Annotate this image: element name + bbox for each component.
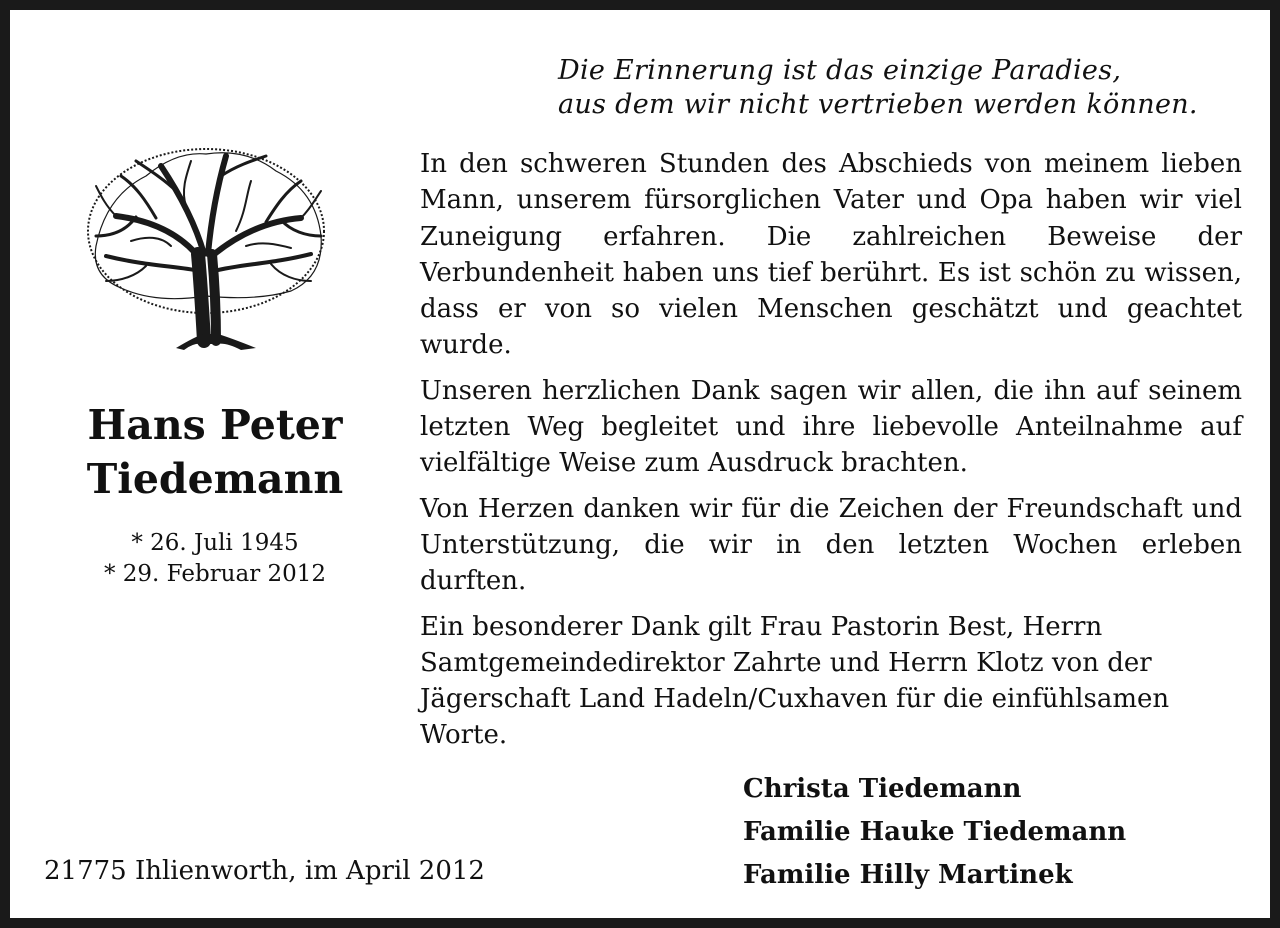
- name-last: Tiedemann: [86, 455, 344, 503]
- motto-quote: [558, 54, 1248, 122]
- paragraph-4: Ein besonderer Dank gilt Frau Pastorin Best, Herrn Samtgemeindedirektor Zahrte und Herrn Klotz von der Jägerschaft Land Hadeln/Cuxhaven für die einfühlsamen Worte.: [420, 611, 1170, 751]
- motto-line-1: Die Erinnerung ist das einzige Paradies,: [558, 55, 1122, 86]
- life-dates: [30, 528, 400, 590]
- thank-you-text: [420, 146, 1242, 763]
- paragraph-3: Von Herzen danken wir für die Zeichen der Freundschaft und Unterstützung, die wir in den letzten Wochen erleben durften.: [420, 493, 1242, 597]
- place-and-date: 21775 Ihlienworth, im April 2012: [44, 856, 485, 886]
- signer-1: Christa Tiedemann: [743, 774, 1022, 804]
- paragraph-1: In den schweren Stunden des Abschieds von meinem lieben Mann, unserem fürsorglichen Vater und Opa haben wir viel Zuneigung erfahren. Die zahlreichen Beweise der Verbundenheit haben uns tief berührt. Es ist schön zu wissen, dass er von so vielen Menschen geschätzt und geachtet wurde.: [420, 149, 1242, 361]
- name-first: Hans Peter: [87, 401, 343, 449]
- signers: [743, 768, 1223, 897]
- paragraph-2: Unseren herzlichen Dank sagen wir allen, die ihn auf seinem letzten Weg begleitet und ihre liebevolle Anteilnahme auf vielfältige Weise zum Ausdruck brachten.: [420, 375, 1242, 479]
- signer-2: Familie Hauke Tiedemann: [743, 817, 1127, 847]
- signer-3: Familie Hilly Martinek: [743, 860, 1073, 890]
- deceased-name: [30, 398, 400, 506]
- birth-date: * 26. Juli 1945: [131, 530, 299, 556]
- death-date: * 29. Februar 2012: [103, 561, 327, 587]
- motto-line-2: aus dem wir nicht vertrieben werden können.: [558, 89, 1198, 120]
- tree-icon: [76, 136, 336, 361]
